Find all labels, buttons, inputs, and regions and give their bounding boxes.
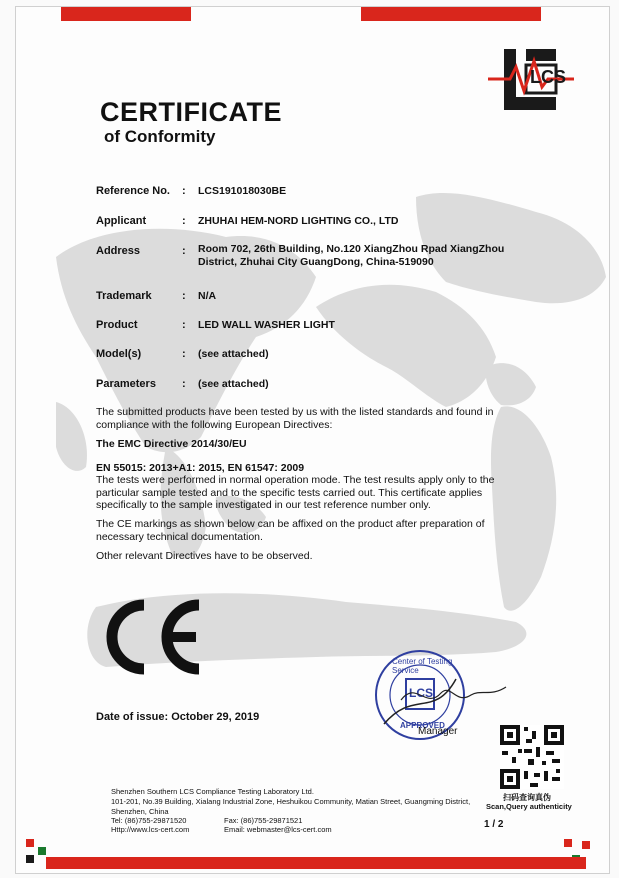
certificate-subtitle: of Conformity: [104, 127, 216, 146]
intro-text: The submitted products have been tested by us with the listed standards and found in compliance with the following European Directives:: [96, 406, 494, 431]
bottom-red-bar: [46, 857, 586, 869]
ce-note-text: The CE markings as shown below can be affixed on the product after preparation of necessary technical documentation.: [96, 518, 485, 543]
field-value: (see attached): [198, 348, 269, 360]
certificate-page: [15, 6, 610, 874]
qr-caption-cn: 扫码查询真伪: [503, 793, 551, 802]
stamp-ring-top: Center of Testing Service: [392, 657, 453, 675]
corner-square: [564, 839, 572, 847]
qr-code: [500, 725, 564, 789]
field-colon: :: [182, 290, 186, 302]
footer-address: 101-201, No.39 Building, Xialang Industrial Zone, Heshuikou Community, Matian Street, Guangming District, Shenzhen, China: [111, 797, 471, 816]
footer-email: Email: webmaster@lcs-cert.com: [224, 825, 332, 834]
signature-scribble: [396, 675, 511, 715]
other-directives-text: Other relevant Directives have to be observed.: [96, 550, 313, 562]
footer-fax: Fax: (86)755-29871521: [224, 816, 303, 825]
field-value: N/A: [198, 290, 217, 302]
field-colon: :: [182, 245, 186, 257]
field-colon: :: [182, 378, 186, 390]
ce-mark: [96, 597, 206, 682]
field-label: Parameters: [96, 378, 156, 390]
stamp-center: LCS: [409, 686, 433, 700]
field-label: Reference No.: [96, 185, 170, 197]
stamp-ring-bottom: APPROVED: [400, 721, 445, 730]
footer-web: Http://www.lcs-cert.com: [111, 825, 190, 834]
corner-square: [38, 847, 46, 855]
corner-square: [26, 855, 34, 863]
date-label: Date of issue:: [96, 711, 169, 723]
field-label: Trademark: [96, 290, 152, 302]
qr-caption-en: Scan,Query authenticity: [486, 802, 572, 811]
footer-tel: Tel: (86)755-29871520: [111, 816, 187, 825]
field-value: ZHUHAI HEM-NORD LIGHTING CO., LTD: [198, 215, 399, 227]
certificate-title: CERTIFICATE: [100, 97, 282, 127]
standards-text: EN 55015: 2013+A1: 2015, EN 61547: 2009: [96, 462, 305, 474]
field-label: Product: [96, 319, 138, 331]
field-colon: :: [182, 348, 186, 360]
field-label: Model(s): [96, 348, 142, 360]
manager-label: Manager: [418, 726, 458, 737]
corner-square: [582, 841, 590, 849]
lcs-logo: [486, 47, 576, 117]
page-number: 1 / 2: [484, 819, 504, 830]
field-value: (see attached): [198, 378, 269, 390]
footer-lab-name: Shenzhen Southern LCS Compliance Testing Laboratory Ltd.: [111, 787, 314, 796]
field-label: Address: [96, 245, 141, 257]
field-value: LCS191018030BE: [198, 185, 287, 197]
tests-text: The tests were performed in normal operation mode. The test results apply only to the particular sample tested and to the specific tests carried out. This certificate applies specifically to the sample investigated in our test reference number only.: [96, 474, 495, 511]
logo-text: LCS: [530, 67, 566, 87]
corner-square: [26, 839, 34, 847]
field-colon: :: [182, 185, 186, 197]
date-of-issue: [96, 711, 259, 723]
field-label: Applicant: [96, 215, 147, 227]
date-value: October 29, 2019: [171, 711, 260, 723]
directive-text: The EMC Directive 2014/30/EU: [96, 438, 247, 450]
field-value: Room 702, 26th Building, No.120 XiangZhou Rpad XiangZhou District, Zhuhai City GuangDong, China-519090: [198, 243, 505, 268]
field-colon: :: [182, 319, 186, 331]
field-value: LED WALL WASHER LIGHT: [198, 319, 335, 331]
field-colon: :: [182, 215, 186, 227]
